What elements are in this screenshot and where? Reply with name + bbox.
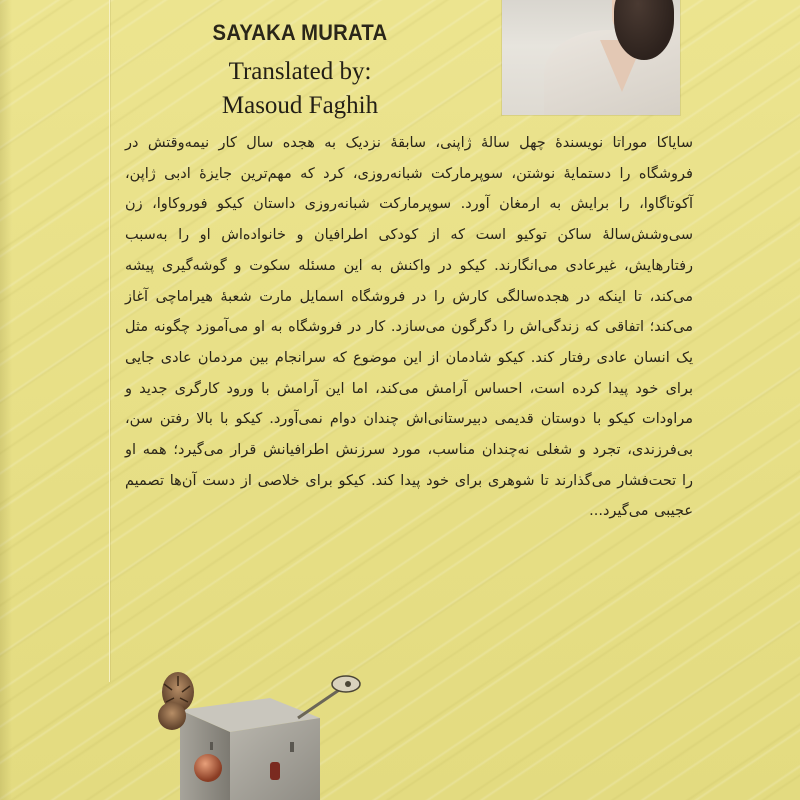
translated-by-label: Translated by: — [228, 58, 372, 85]
concrete-block — [180, 698, 320, 800]
synopsis-text: سایاکا موراتا نویسندهٔ چهل سالهٔ ژاپنی، سابقهٔ نزدیک به هجده سال کار نیمه‌وقتش در فروشگاه را دستمایهٔ نوشتن، سوپرمارکت شبانه‌روزی، کرد که مهم‌ترین جایزهٔ ادبی ژاپن، آکوتاگاوا، را برایش به ارمغان آورد. سوپرمارکت شبانه‌روزی داستان کیکو فوروکاوا، زن سی‌وشش‌سالهٔ ساکن توکیو است که از کودکی اطرافیان و خانواده‌اش او را به‌سبب رفتارهایش، غیرعادی می‌انگارند. کیکو در واکنش به این مسئله سکوت و گوشه‌گیری پیشه می‌کند، تا اینکه در هجده‌سالگی کارش را در فروشگاه اسمایل مارت شعبهٔ هیراماچی آغاز می‌کند؛ اتفاقی که زندگی‌اش را دگرگون می‌سازد. کار در فروشگاه به او می‌آموزد چگونه مثل یک انسان عادی رفتار کند. کیکو شادمان از این موضوع که سرانجام بین مردمان عادی جایی برای خود پیدا کرده است، احساس آرامش می‌کند، اما این آرامش با ورود کارگری جدید و مراودات کیکو با دوستان قدیمی دبیرستانی‌اش چندان دوام نمی‌آورد. کیکو با بالا رفتن سن، بی‌فرزندی، تجرد و شغلی نه‌چندان مناسب، مورد سرزنش اطرافیانش قرار می‌گیرد؛ همه او را تحت‌فشار می‌گذارند تا شوهری برای خود پیدا کند. کیکو برای خلاصی از دست آن‌ها تصمیم عجیبی می‌گیرد... — [125, 135, 693, 520]
author-photo — [502, 0, 680, 115]
cover-art-illustration — [150, 672, 410, 800]
vertical-divider-line — [109, 0, 110, 682]
author-name: SAYAKA MURATA — [212, 20, 388, 45]
snail-shell-ornament — [298, 676, 360, 718]
translator-name: Masoud Faghih — [221, 92, 379, 119]
cover-spine-shadow — [0, 0, 12, 800]
